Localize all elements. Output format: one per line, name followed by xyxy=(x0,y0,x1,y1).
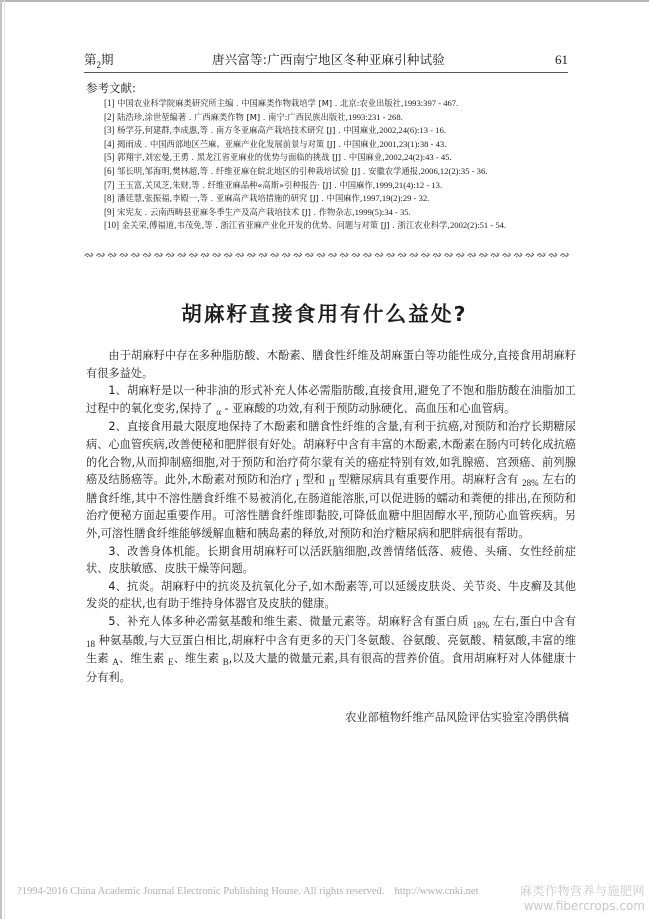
p2-text-d: 左右的膳食纤维,其中不溶性膳食纤维不易被消化,在肠道能溶胀,可以促进肠的蠕动和粪便的排出,在预防和治疗便秘方面起重要作用。可溶性膳食纤维即黏胶,可降低血糖中胆固醇水平,预防心血管疾病。另外,可溶性膳食纤维能够缓解血糖和胰岛素的释放,对预防和治疗糖尿病和肥胖病很有帮助。 xyxy=(86,473,577,540)
type-1-label: I xyxy=(295,478,299,489)
p1-text-b: - 亚麻酸的功效,有利于预防动脉硬化、高血压和心血管病。 xyxy=(220,401,516,415)
reference-number: [7] xyxy=(104,179,115,190)
reference-pub: 1993:231 - 268. xyxy=(348,111,403,122)
copyright-footer xyxy=(17,886,479,897)
ornament-motif xyxy=(213,253,221,257)
ornament-motif xyxy=(143,253,151,257)
page-border-left-inner xyxy=(4,0,5,919)
vitamin-e-label: E xyxy=(168,657,174,668)
reference-number: [6] xyxy=(104,165,115,176)
header-rule xyxy=(84,72,568,73)
cnki-link[interactable]: http://www.cnki.net xyxy=(394,886,479,897)
ornament-motif xyxy=(189,253,197,257)
p5-text-a: 5、补充人体多种必需氨基酸和维生素、微量元素等。胡麻籽含有蛋白质 xyxy=(108,614,469,628)
decorative-divider xyxy=(84,251,570,259)
ornament-motif xyxy=(526,253,534,257)
ornament-motif xyxy=(537,253,545,257)
reference-pub: 1999,21(4):12 - 13. xyxy=(375,179,443,190)
ornament-motif xyxy=(561,253,569,257)
ornament-motif xyxy=(155,253,163,257)
reference-number: [1] xyxy=(104,98,115,108)
ornament-motif xyxy=(340,253,348,257)
reference-text: 陆浩珍,涂世堃编著 . 广西麻类作物 [M] . 南宁:广西民族出版社, xyxy=(117,111,349,122)
paragraph-3: 3、改善身体机能。长期食用胡麻籽可以活跃脑细胞,改善情绪低落、疲倦、头痛、女性经前症状、皮肤敏感、皮肤干燥等问题。 xyxy=(86,544,576,576)
reference-number: [9] xyxy=(104,206,115,217)
reference-item xyxy=(104,138,574,152)
paragraph-1 xyxy=(86,382,576,418)
reference-pub: 2006,12(2):35 - 36. xyxy=(420,165,488,176)
p5-text-b: 左右,蛋白中含有 xyxy=(492,614,576,628)
ornament-motif xyxy=(317,253,325,257)
ornament-motif xyxy=(271,253,279,257)
ornament-motif xyxy=(387,253,395,257)
intro-paragraph: 由于胡麻籽中存在多种脂肪酸、木酚素、膳食性纤维及胡麻蛋白等功能性成分,直接食用胡麻籽有很多益处。 xyxy=(86,349,576,380)
type-2-label: II xyxy=(328,478,335,489)
ornament-motif xyxy=(445,253,453,257)
issue-label xyxy=(84,50,114,68)
reference-text: 宋宪友 . 云南西畴县亚麻冬季生产及高产栽培技术 [J] . 作物杂志, xyxy=(117,206,355,217)
vitamin-b-label: B xyxy=(222,657,229,668)
alpha-symbol: α xyxy=(216,406,221,417)
ornament-motif xyxy=(224,253,232,257)
ornament-motif xyxy=(282,253,290,257)
ornament-motif xyxy=(131,253,139,257)
reference-item xyxy=(104,165,574,179)
ornament-motif xyxy=(329,253,337,257)
ornament-motif xyxy=(97,253,105,257)
ornament-motif xyxy=(352,253,360,257)
reference-pub: 1999(5):34 - 35. xyxy=(354,206,411,217)
p5-text-e: 、维生素 xyxy=(173,652,220,666)
ornament-motif xyxy=(166,253,174,257)
ornament-motif xyxy=(294,253,302,257)
reference-item xyxy=(104,192,574,206)
ornament-motif xyxy=(410,253,418,257)
reference-text: 邹长明,邹海明,樊林超,等 . 纤维亚麻在皖北地区的引种栽培试验 [J] . 安徽农学通报, xyxy=(117,165,421,176)
reference-item xyxy=(104,219,574,233)
watermark-site-url: www.fibercrops.com xyxy=(523,899,645,913)
copyright-text: ?1994-2016 China Academic Journal Electronic Publishing House. All rights reserved. xyxy=(17,886,385,897)
reference-number: [10] xyxy=(104,220,119,231)
ornament-motif xyxy=(433,253,441,257)
reference-text: 中国农业科学院麻类研究所主编 . 中国麻类作物栽培学 [M] . 北京:农业出版社, xyxy=(117,98,404,108)
reference-item xyxy=(104,97,574,111)
ornament-motif xyxy=(247,253,255,257)
reference-number: [3] xyxy=(104,125,115,136)
ornament-border-icon xyxy=(84,251,570,259)
running-head xyxy=(84,46,568,70)
reference-pub: 1993:397 - 467. xyxy=(403,98,459,108)
ornament-motif xyxy=(259,253,267,257)
p2-text-c: 型糖尿病具有重要作用。胡麻籽含有 xyxy=(338,473,519,487)
reference-text: 揭雨成 . 中国西部地区苎麻、亚麻产业化发展前景与对策 [J] . 中国麻业, xyxy=(117,138,380,149)
reference-pub: 2002,24(6):13 - 16. xyxy=(379,125,446,136)
paragraph-4: 4、抗炎。胡麻籽中的抗炎及抗氧化分子,如木酚素等,可以延缓皮肤炎、关节炎、牛皮癣及其他发炎的症状,也有助于维持身体器官及皮肤的健康。 xyxy=(86,579,576,611)
article-body xyxy=(86,347,576,686)
page-border-top xyxy=(0,0,649,2)
ornament-motif xyxy=(479,253,487,257)
ornament-motif xyxy=(363,253,371,257)
ornament-motif xyxy=(201,253,209,257)
ornament-motif xyxy=(421,253,429,257)
reference-item xyxy=(104,124,574,138)
page-border-left xyxy=(0,0,2,919)
reference-item xyxy=(104,151,574,165)
reference-text: 郭翔宇,刘宏曼,王勇 . 黑龙江省亚麻业的优势与面临的挑战 [J] . 中国麻业, xyxy=(117,152,385,163)
references-heading: 参考文献: xyxy=(86,81,136,95)
fiber-percent: 28% xyxy=(522,478,539,489)
reference-pub: 2001,23(1):38 - 43. xyxy=(379,138,447,149)
issue-number: 2 xyxy=(96,60,102,70)
ornament-motif xyxy=(491,253,499,257)
ornament-motif xyxy=(456,253,464,257)
watermark-site-name: 麻类作物营养与施肥网 xyxy=(519,884,645,898)
p1-text-a: 1、胡麻籽是以一种非油的形式补充人体必需脂肪酸,直接食用,避免了不饱和脂肪酸在油脂加工过程中的氧化变劣,保持了 xyxy=(86,384,576,415)
p2-text-a: 2、直接食用最大限度地保持了木酚素和膳食性纤维的含量,有利于抗癌,对预防和治疗长期糖尿病、心血管疾病,改善便秘和肥胖很有好处。胡麻籽中含有丰富的木酚素,木酚素在肠内可转化成抗癌的化合物,从而抑制癌细胞,对于预防和治疗荷尔蒙有关的癌症特别有效,如乳腺癌、宫颈癌、前列腺癌及结肠癌等。此外,木酚素对预防和治疗 xyxy=(86,420,576,487)
reference-pub: 2002(2):51 - 54. xyxy=(449,220,507,231)
ornament-motif xyxy=(108,253,116,257)
issue-suffix: 期 xyxy=(101,52,114,67)
references-list xyxy=(104,97,574,233)
reference-pub: 2002,24(2):43 - 45. xyxy=(384,152,452,163)
ornament-motif xyxy=(85,253,93,257)
p5-text-d: 、维生素 xyxy=(118,652,165,666)
ornament-motif xyxy=(503,253,511,257)
reference-number: [2] xyxy=(104,111,115,122)
p5-text-f: ,以及大量的微量元素,具有很高的营养价值。食用胡麻籽对人体健康十分有利。 xyxy=(86,652,576,684)
paragraph-2 xyxy=(86,418,576,542)
page-number: 61 xyxy=(555,52,568,67)
reference-pub: 1997,19(2):29 - 32. xyxy=(362,193,430,204)
reference-text: 金关荣,傅福道,韦茂免,等 . 浙江省亚麻产业化开发的优势、问题与对策 [J] . 浙江农业科学, xyxy=(121,220,450,231)
ornament-motif xyxy=(178,253,186,257)
vitamin-a-label: A xyxy=(112,657,119,668)
ornament-motif xyxy=(398,253,406,257)
p2-text-b: 型和 xyxy=(302,473,326,487)
ornament-motif xyxy=(514,253,522,257)
reference-item xyxy=(104,179,574,193)
reference-text: 杨学芬,何建群,李成惠,等 . 南方冬亚麻高产栽培技术研究 [J] . 中国麻业, xyxy=(117,125,380,136)
ornament-motif xyxy=(236,253,244,257)
protein-percent: 18% xyxy=(472,619,489,630)
reference-number: [4] xyxy=(104,138,115,149)
ornament-motif xyxy=(305,253,313,257)
reference-number: [5] xyxy=(104,152,115,163)
reference-text: 潘廷慧,张振福,李殿一,等 . 亚麻高产栽培措施的研究 [J] . 中国麻作, xyxy=(117,193,363,204)
reference-text: 王玉富,关凤芝,朱财,等 . 纤维亚麻品种«高斯»引种报告· [J] . 中国麻作, xyxy=(117,179,376,190)
ornament-motif xyxy=(468,253,476,257)
p5-text-c: 种氨基酸,与大豆蛋白相比,胡麻籽中含有更多的天门冬氨酸、谷氨酸、亮氨酸、精氨酸,丰富的维生素 xyxy=(86,633,577,666)
paragraph-5 xyxy=(86,613,576,686)
watermark xyxy=(520,882,645,913)
reference-item xyxy=(104,206,574,220)
author-signature: 农业部植物纤维产品风险评估实验室冷鹃供稿 xyxy=(345,711,569,724)
ornament-motif xyxy=(549,253,557,257)
issue-prefix: 第 xyxy=(84,52,97,67)
running-head-title: 唐兴富等:广西南宁地区冬种亚麻引种试验 xyxy=(212,52,446,67)
reference-number: [8] xyxy=(104,193,115,204)
reference-item xyxy=(104,111,574,125)
article-title: 胡麻籽直接食用有什么益处? xyxy=(181,301,468,326)
amino-acid-count: 18 xyxy=(86,638,95,649)
ornament-motif xyxy=(375,253,383,257)
ornament-motif xyxy=(120,253,128,257)
